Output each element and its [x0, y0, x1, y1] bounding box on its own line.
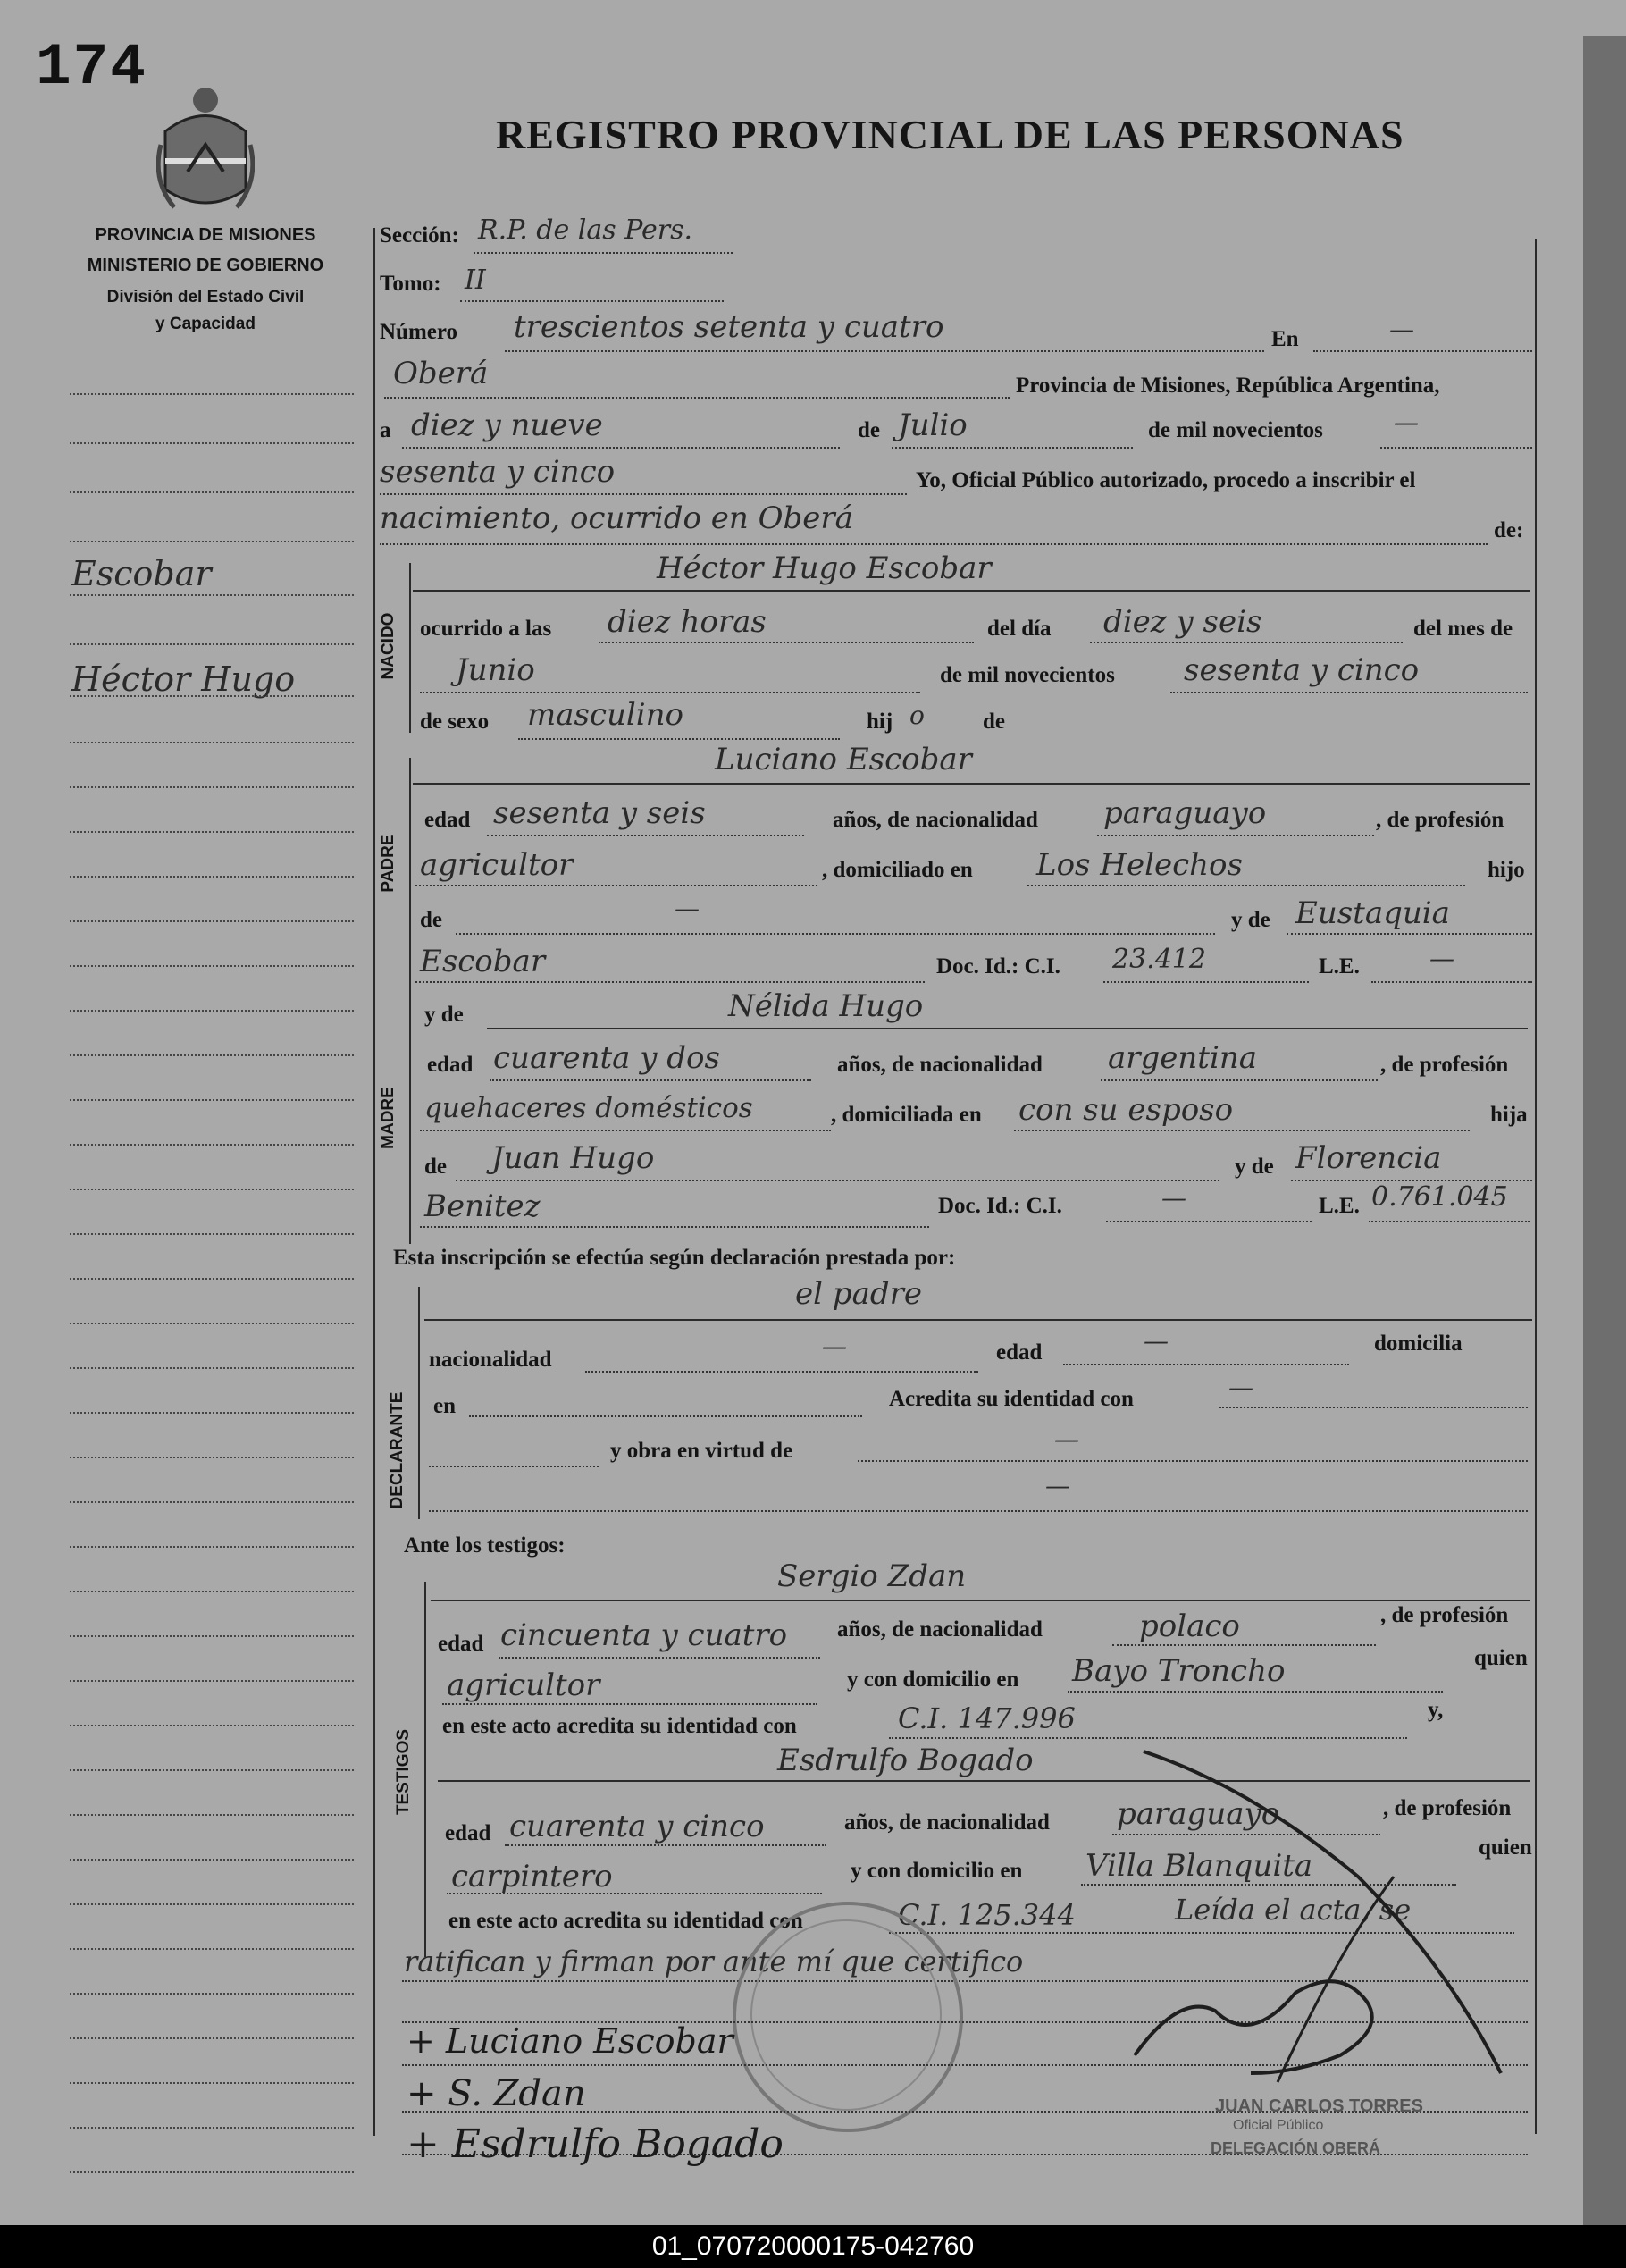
- officer-stamp-title: Oficial Público: [1233, 2118, 1324, 2133]
- ministry-label: MINISTERIO DE GOBIERNO: [87, 256, 324, 275]
- madre-profesion-value: quehaceres domésticos: [424, 1092, 753, 1124]
- testigos-section-label: TESTIGOS: [394, 1728, 413, 1816]
- madre-le-label: L.E.: [1319, 1194, 1360, 1218]
- testigo1-y: y,: [1428, 1698, 1444, 1722]
- testigo2-acredita-label: en este acto acredita su identidad con: [448, 1909, 803, 1933]
- madre-abuela-apellido: Benitez: [424, 1189, 541, 1224]
- madre-ci-value: —: [1161, 1183, 1186, 1213]
- declarante-section-label: DECLARANTE: [388, 1391, 406, 1509]
- declarante-nombre: el padre: [795, 1276, 922, 1312]
- division-label: División del Estado Civil: [106, 288, 305, 307]
- lugar-value: Oberá: [393, 356, 489, 391]
- padre-hijo-label: hijo: [1488, 858, 1525, 882]
- testigo2-nombre: Esdrulfo Bogado: [777, 1743, 1034, 1778]
- margin-given-names: Héctor Hugo: [71, 659, 296, 699]
- madre-nombre: Nélida Hugo: [728, 988, 924, 1024]
- testigo2-nacionalidad-label: años, de nacionalidad: [844, 1810, 1050, 1835]
- anio-value: sesenta y cinco: [380, 454, 616, 490]
- mes-nacimiento-value: Junio: [456, 652, 535, 688]
- dia-value: diez y nueve: [411, 407, 603, 443]
- testigo2-acredita-value: C.I. 125.344: [898, 1898, 1076, 1932]
- declarante-nacionalidad-value: —: [822, 1331, 847, 1361]
- seccion-value: R.P. de las Pers.: [478, 214, 693, 246]
- dia-nacimiento-value: diez y seis: [1103, 604, 1262, 640]
- del-mes-label: del mes de: [1413, 617, 1513, 641]
- madre-de-label: de: [424, 1155, 447, 1179]
- padre-edad-label: edad: [424, 808, 471, 832]
- testigo1-profesion-value: agricultor: [447, 1667, 600, 1703]
- padre-nacionalidad-value: paraguayo: [1103, 795, 1267, 831]
- padre-ci-value: 23.412: [1112, 944, 1206, 975]
- document-id-footer: 01_070720000175-042760: [0, 2225, 1626, 2268]
- registry-title: REGISTRO PROVINCIAL DE LAS PERSONAS: [496, 112, 1404, 157]
- declarante-en-label: en: [433, 1394, 456, 1418]
- testigo1-nombre: Sergio Zdan: [777, 1558, 967, 1594]
- madre-section-label: MADRE: [379, 1087, 398, 1149]
- padre-le-value: —: [1429, 944, 1454, 973]
- padre-de-label: de: [420, 908, 442, 932]
- del-dia-label: del día: [987, 617, 1052, 641]
- acto-value: nacimiento, ocurrido en Oberá: [380, 500, 853, 536]
- mes-value: Julio: [898, 407, 968, 443]
- ocurrido-label: ocurrido a las: [420, 617, 552, 641]
- testigo1-edad-value: cincuenta y cuatro: [500, 1617, 788, 1653]
- testigo2-quien-label: quien: [1479, 1835, 1532, 1860]
- testigo2-profesion-label: , de profesión: [1383, 1796, 1512, 1820]
- testigo1-profesion-label: , de profesión: [1380, 1603, 1509, 1627]
- closing-statement: ratifican y firman por ante mí que certifico: [404, 1945, 1024, 1978]
- declarante-nacionalidad-label: nacionalidad: [429, 1348, 552, 1372]
- sexo-label: de sexo: [420, 710, 490, 734]
- declarante-domicilia-label: domicilia: [1374, 1331, 1463, 1356]
- book-spine: [1583, 36, 1626, 2225]
- padre-domicilio-label: , domiciliado en: [822, 858, 973, 882]
- hijo-de-label: de: [983, 710, 1005, 734]
- anio-nacimiento-value: sesenta y cinco: [1184, 652, 1420, 688]
- nacido-section-label: NACIDO: [379, 612, 398, 680]
- en-label: En: [1271, 327, 1299, 351]
- page-number: 174: [36, 34, 147, 101]
- padre-abuela-apellido: Escobar: [420, 944, 546, 979]
- madre-abuela-value: Florencia: [1295, 1140, 1442, 1176]
- seccion-label: Sección:: [380, 223, 459, 248]
- province-label: PROVINCIA DE MISIONES: [95, 225, 316, 245]
- padre-abuelo-value: —: [675, 894, 700, 923]
- de-colon: de:: [1494, 518, 1524, 542]
- madre-domicilio-value: con su esposo: [1018, 1092, 1234, 1128]
- madre-doc-label: Doc. Id.: C.I.: [938, 1194, 1062, 1218]
- padre-edad-value: sesenta y seis: [493, 795, 706, 831]
- declarante-extra-value: —: [1045, 1471, 1070, 1500]
- madre-hija-label: hija: [1490, 1103, 1528, 1127]
- oficial-text: Yo, Oficial Público autorizado, procedo a inscribir el: [916, 468, 1416, 492]
- testigo1-domicilio-label: y con domicilio en: [847, 1667, 1019, 1692]
- testigo1-quien-label: quien: [1474, 1646, 1528, 1670]
- padre-doc-label: Doc. Id.: C.I.: [936, 954, 1060, 979]
- tomo-label: Tomo:: [380, 272, 441, 296]
- firma-testigo-1: + S. Zdan: [406, 2073, 586, 2114]
- padre-nacionalidad-label: años, de nacionalidad: [833, 808, 1038, 832]
- numero-value: trescientos setenta y cuatro: [514, 309, 944, 345]
- padre-profesion-value: agricultor: [420, 847, 574, 883]
- declarante-acredita-label: Acredita su identidad con: [889, 1387, 1134, 1411]
- testigos-intro: Ante los testigos:: [404, 1533, 566, 1558]
- hijo-label: hij: [867, 710, 893, 734]
- declarante-edad-label: edad: [996, 1340, 1043, 1365]
- de-label: de: [858, 418, 880, 442]
- firma-testigo-2: + Esdrulfo Bogado: [406, 2121, 784, 2167]
- testigo1-domicilio-value: Bayo Troncho: [1072, 1653, 1286, 1689]
- madre-edad-label: edad: [427, 1053, 474, 1077]
- testigo2-domicilio-label: y con domicilio en: [851, 1859, 1023, 1883]
- declarante-obra-label: y obra en virtud de: [610, 1439, 793, 1463]
- madre-domicilio-label: , domiciliada en: [831, 1103, 982, 1127]
- officer-signature-icon: [1072, 1698, 1537, 2163]
- madre-nacionalidad-value: argentina: [1108, 1040, 1258, 1076]
- national-coat-of-arms-icon: [156, 82, 255, 216]
- padre-domicilio-value: Los Helechos: [1036, 847, 1243, 883]
- tomo-value: II: [465, 265, 486, 296]
- testigo2-nacionalidad-value: paraguayo: [1117, 1796, 1280, 1832]
- officer-stamp-office: DELEGACIÓN OBERÁ: [1211, 2139, 1381, 2157]
- anio-dash: —: [1394, 407, 1419, 437]
- official-seal-inner-ring: [750, 1919, 942, 2111]
- a-label: a: [380, 418, 391, 442]
- madre-le-value: 0.761.045: [1371, 1181, 1508, 1213]
- anio-text: de mil novecientos: [1148, 418, 1323, 442]
- hijo-suffix: o: [909, 701, 925, 730]
- testigo2-edad-value: cuarenta y cinco: [509, 1809, 765, 1844]
- officer-stamp-name: JUAN CARLOS TORRES: [1215, 2096, 1423, 2116]
- madre-edad-value: cuarenta y dos: [493, 1040, 720, 1076]
- testigo2-profesion-value: carpintero: [451, 1859, 613, 1894]
- testigo1-acredita-value: C.I. 147.996: [898, 1701, 1076, 1735]
- madre-abuelo-value: Juan Hugo: [491, 1140, 655, 1176]
- provincia-text: Provincia de Misiones, República Argentina,: [1016, 374, 1440, 398]
- declaracion-intro: Esta inscripción se efectúa según declaración prestada por:: [393, 1246, 956, 1270]
- numero-label: Número: [380, 320, 458, 344]
- anio-nacimiento-label: de mil novecientos: [940, 663, 1115, 687]
- padre-le-label: L.E.: [1319, 954, 1360, 979]
- declarante-edad-value: —: [1144, 1326, 1169, 1356]
- padre-section-label: PADRE: [379, 834, 398, 893]
- testigo1-nacionalidad-value: polaco: [1139, 1609, 1240, 1644]
- testigo2-domicilio-value: Villa Blanquita: [1085, 1848, 1313, 1884]
- sexo-value: masculino: [527, 697, 684, 733]
- declarante-acredita-value: —: [1228, 1373, 1253, 1402]
- hora-value: diez horas: [608, 604, 767, 640]
- padre-y-de-label: y de: [1231, 908, 1270, 932]
- nacido-nombre: Héctor Hugo Escobar: [657, 550, 992, 586]
- en-value: —: [1389, 315, 1414, 344]
- testigo1-nacionalidad-label: años, de nacionalidad: [837, 1617, 1043, 1642]
- margin-surname: Escobar: [71, 554, 212, 593]
- declarante-obra-value: —: [1054, 1424, 1079, 1454]
- testigo2-edad-label: edad: [445, 1821, 491, 1845]
- firma-padre: + Luciano Escobar: [406, 2021, 733, 2061]
- madre-nacionalidad-label: años, de nacionalidad: [837, 1053, 1043, 1077]
- padre-abuela-value: Eustaquia: [1295, 895, 1450, 931]
- testigo1-acredita-label: en este acto acredita su identidad con: [442, 1714, 797, 1738]
- testigo2-leida-text: Leída el acta, se: [1175, 1893, 1412, 1927]
- madre-profesion-label: , de profesión: [1380, 1053, 1509, 1077]
- testigo1-edad-label: edad: [438, 1632, 484, 1656]
- capacity-label: y Capacidad: [155, 315, 256, 333]
- padre-profesion-label: , de profesión: [1376, 808, 1504, 832]
- madre-y-de-label2: y de: [1235, 1155, 1274, 1179]
- madre-y-de-label: y de: [424, 1003, 464, 1027]
- padre-nombre: Luciano Escobar: [715, 742, 972, 777]
